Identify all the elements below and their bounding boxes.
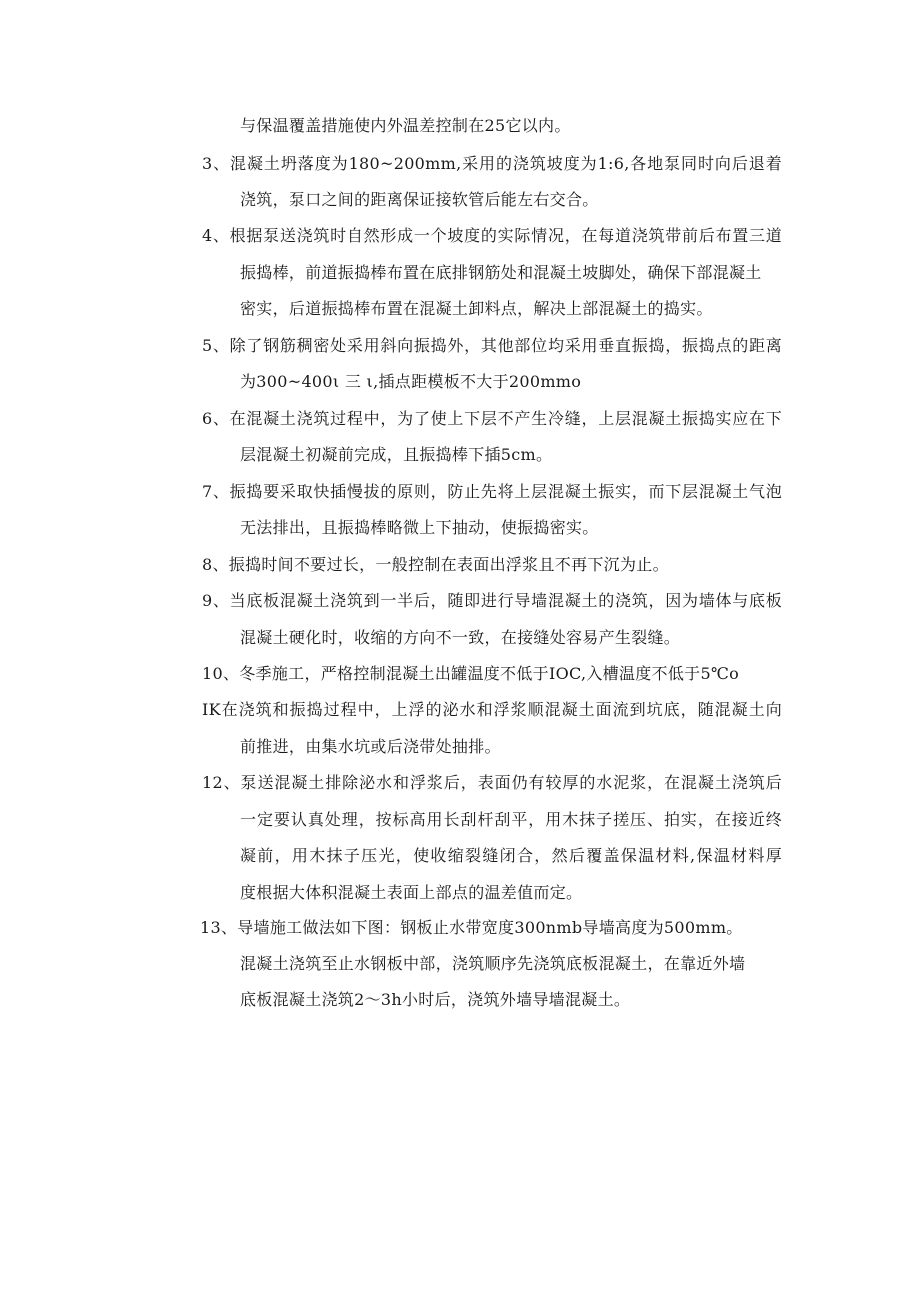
text-line: 混凝土浇筑至止水钢板中部，浇筑顺序先浇筑底板混凝土，在靠近外墙 (240, 954, 746, 973)
list-item-4: 4、根据泵送浇筑时自然形成一个坡度的实际情况，在每道浇筑带前后布置三道 (202, 226, 782, 245)
text-line: 为300~400ι 三 ι,插点距模板不大于200mmo (240, 372, 582, 391)
text-line: 混凝土硬化时，收缩的方向不一致，在接缝处容易产生裂缝。 (240, 628, 681, 647)
list-item-5: 5、除了钢筋稠密处采用斜向振捣外，其他部位均采用垂直振捣，振捣点的距离 (202, 336, 782, 355)
list-item-7: 7、振捣要采取快插慢拔的原则，防止先将上层混凝土振实，而下层混凝土气泡 (202, 482, 782, 501)
text-line: 与保温覆盖措施使内外温差控制在25它以内。 (240, 116, 571, 135)
list-item-9: 9、当底板混凝土浇筑到一半后，随即进行导墙混凝土的浇筑，因为墙体与底板 (202, 591, 782, 610)
list-item-13: 13、导墙施工做法如下图：钢板止水带宽度300nmb导墙高度为500mm。 (200, 918, 743, 937)
text-line: 无法排出，且振捣棒略微上下抽动，使振捣密实。 (240, 518, 599, 537)
text-line: 一定要认真处理，按标高用长刮杆刮平，用木抹子搓压、拍实，在接近终 (240, 810, 782, 829)
text-line: 度根据大体积混凝土表面上部点的温差值而定。 (240, 883, 583, 902)
text-line: 密实，后道振捣棒布置在混凝土卸料点，解决上部混凝土的捣实。 (240, 299, 713, 318)
list-item-6: 6、在混凝土浇筑过程中，为了使上下层不产生冷缝，上层混凝土振捣实应在下 (202, 409, 782, 428)
text-line: 凝前，用木抹子压光，使收缩裂缝闭合，然后覆盖保温材料,保温材料厚 (240, 846, 782, 865)
list-item-12: 12、泵送混凝土排除泌水和浮浆后，表面仍有较厚的水泥浆，在混凝土浇筑后 (202, 773, 782, 792)
text-line: 振捣棒，前道振捣棒布置在底排钢筋处和混凝土坡脚处，确保下部混凝土 (240, 263, 762, 282)
text-line: 前推进，由集水坑或后浇带处抽排。 (240, 737, 501, 756)
text-line: 层混凝土初凝前完成，且振捣棒下插5cm。 (240, 445, 553, 464)
list-item-8: 8、振捣时间不要过长，一般控制在表面出浮浆且不再下沉为止。 (202, 555, 669, 574)
text-line: 浇筑，泵口之间的距离保证接软管后能左右交合。 (240, 190, 599, 209)
list-item-11: IK在浇筑和振捣过程中，上浮的泌水和浮浆顺混凝土面流到坑底，随混凝土向 (202, 700, 782, 719)
list-item-10: 10、冬季施工，严格控制混凝土出罐温度不低于IOC,入槽温度不低于5℃o (202, 664, 740, 683)
text-line: 底板混凝土浇筑2～3h小时后，浇筑外墙导墙混凝土。 (240, 990, 631, 1009)
list-item-3: 3、混凝土坍落度为180~200mm,采用的浇筑坡度为1:6,各地泵同时向后退着 (202, 154, 782, 173)
